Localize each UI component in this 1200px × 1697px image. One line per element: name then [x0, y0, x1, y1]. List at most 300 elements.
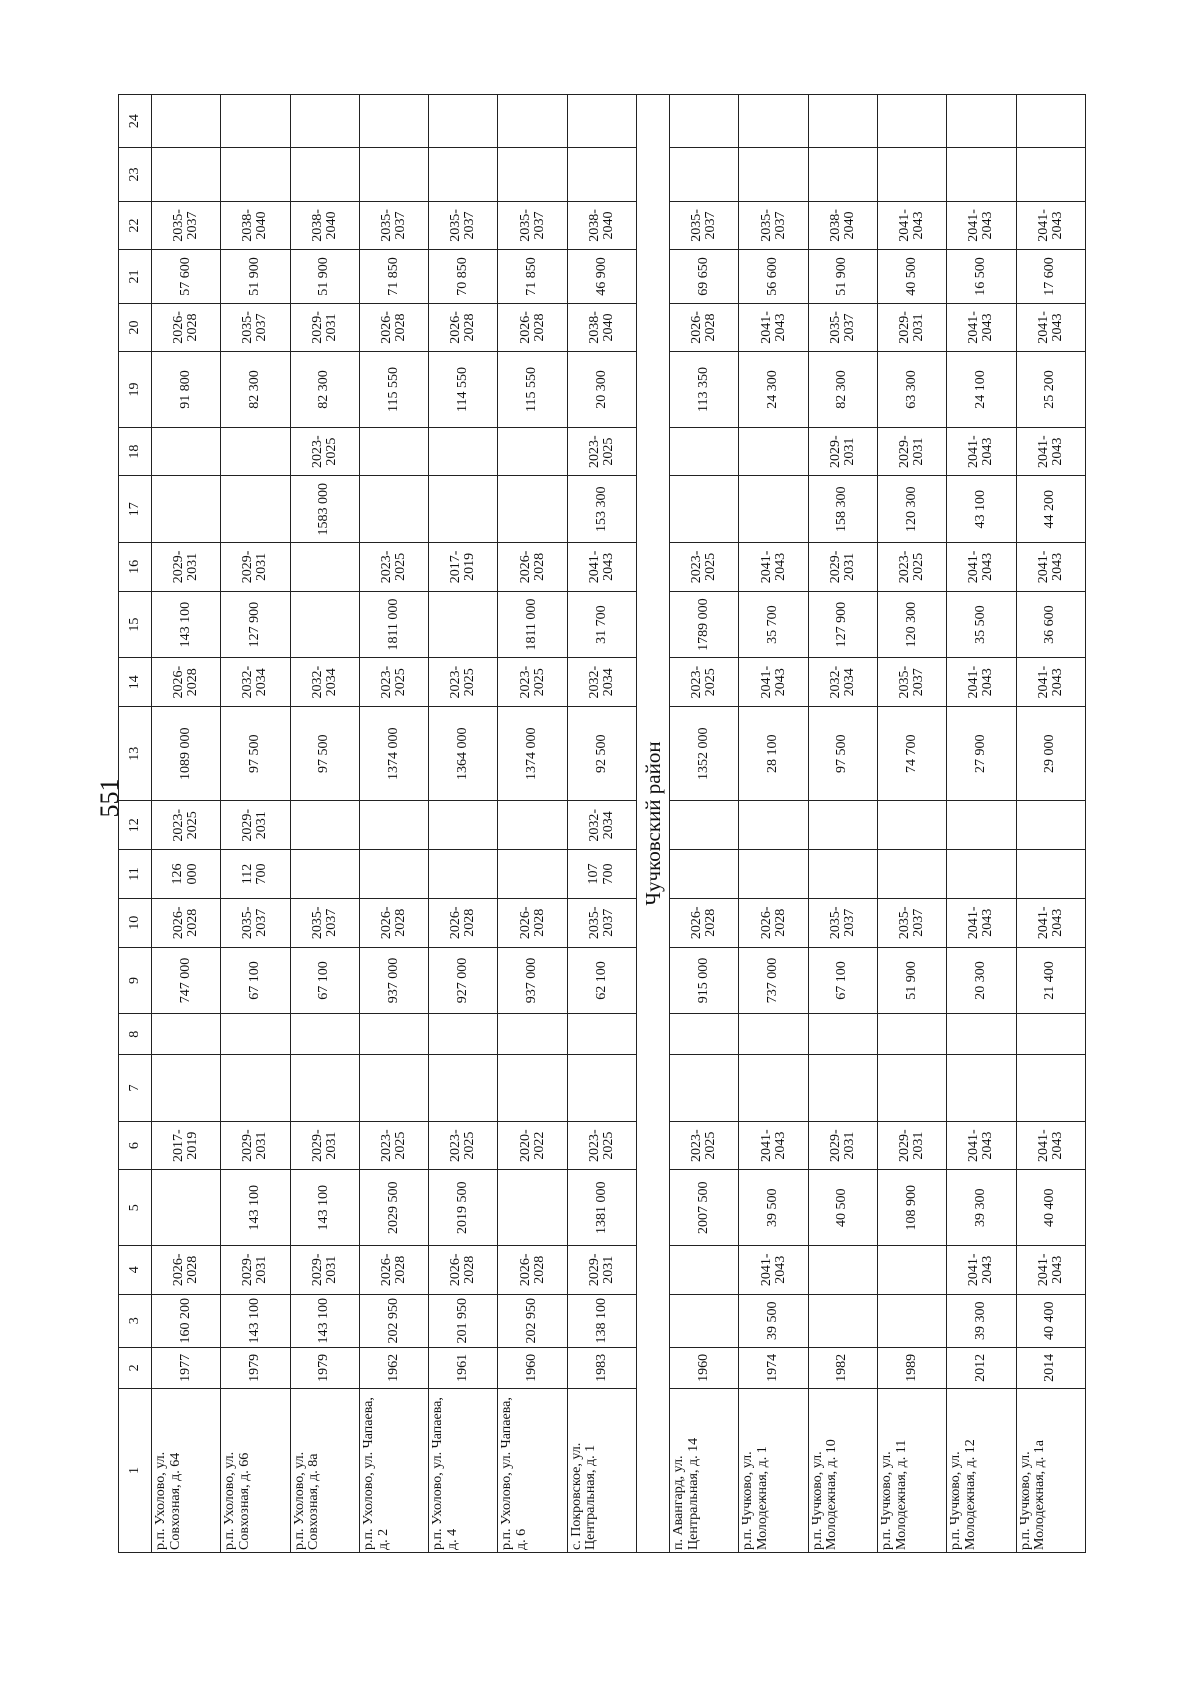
column-number-cell: 15	[119, 591, 152, 658]
value-cell: 16 500	[947, 250, 1016, 303]
value-cell: 1979	[290, 1347, 359, 1388]
value-cell	[290, 543, 359, 592]
year-range-cell: 2026-2028	[429, 1245, 498, 1294]
year-range-cell: 2035-2037	[221, 898, 290, 947]
district-name: Чучковский район	[637, 95, 670, 1553]
column-number-cell: 21	[119, 250, 152, 303]
address-cell: р.п. Ухолово, ул. Чапаева, д. 2	[359, 1388, 428, 1552]
value-cell: 127 900	[221, 591, 290, 658]
address-cell: р.п. Ухолово, ул. Совхозная, д. 8а	[290, 1388, 359, 1552]
year-range-cell: 2029-2031	[808, 1121, 877, 1170]
year-range-cell: 2041-2043	[877, 201, 946, 250]
year-range-cell: 2035-2037	[739, 201, 808, 250]
value-cell	[359, 148, 428, 201]
table-row	[359, 95, 428, 1553]
value-cell: 2019 500	[429, 1170, 498, 1245]
year-range-cell: 2023-2025	[359, 1121, 428, 1170]
year-range-cell: 2032-2034	[567, 801, 636, 850]
table-row	[670, 95, 739, 1553]
value-cell	[670, 1294, 739, 1347]
value-cell	[877, 148, 946, 201]
table-row	[808, 95, 877, 1553]
value-cell: 1982	[808, 1347, 877, 1388]
column-number-cell: 16	[119, 543, 152, 592]
year-range-cell: 2041-2043	[1016, 543, 1085, 592]
value-cell: 71 850	[498, 250, 567, 303]
value-cell	[808, 1014, 877, 1055]
value-cell: 1374 000	[359, 707, 428, 801]
address-cell: р.п. Чучково, ул. Молодежная, д. 10	[808, 1388, 877, 1552]
year-range-cell: 2026-2028	[152, 658, 221, 707]
value-cell	[739, 801, 808, 850]
value-cell: 2007 500	[670, 1170, 739, 1245]
value-cell: 202 950	[359, 1294, 428, 1347]
column-number-cell: 3	[119, 1294, 152, 1347]
value-cell	[877, 1294, 946, 1347]
value-cell: 67 100	[290, 947, 359, 1014]
year-range-cell: 2023-2025	[152, 801, 221, 850]
value-cell	[498, 148, 567, 201]
year-range-cell: 2038-2040	[567, 201, 636, 250]
value-cell: 82 300	[808, 352, 877, 427]
year-range-cell: 2023-2025	[359, 543, 428, 592]
value-cell	[152, 1055, 221, 1122]
address-cell: п. Авангард, ул. Центральная, д. 14	[670, 1388, 739, 1552]
value-cell: 915 000	[670, 947, 739, 1014]
year-range-cell: 2041-2043	[947, 1121, 1016, 1170]
column-number-cell: 5	[119, 1170, 152, 1245]
column-number-cell: 9	[119, 947, 152, 1014]
year-range-cell: 2029-2031	[221, 543, 290, 592]
value-cell: 114 550	[429, 352, 498, 427]
year-range-cell: 2023-2025	[429, 658, 498, 707]
year-range-cell: 2032-2034	[567, 658, 636, 707]
year-range-cell: 2029-2031	[877, 303, 946, 352]
value-cell: 31 700	[567, 591, 636, 658]
value-cell: 127 900	[808, 591, 877, 658]
value-cell	[947, 1055, 1016, 1122]
value-cell	[221, 1055, 290, 1122]
year-range-cell: 2017-2019	[152, 1121, 221, 1170]
value-cell: 51 900	[877, 947, 946, 1014]
value-cell: 115 550	[498, 352, 567, 427]
value-cell: 97 500	[290, 707, 359, 801]
year-range-cell: 2038-2040	[567, 303, 636, 352]
year-range-cell: 2026-2028	[670, 898, 739, 947]
value-cell: 20 300	[567, 352, 636, 427]
value-cell	[498, 1014, 567, 1055]
value-cell: 62 100	[567, 947, 636, 1014]
address-cell: р.п. Ухолово, ул. Совхозная, д. 64	[152, 1388, 221, 1552]
year-range-cell: 2023-2025	[567, 1121, 636, 1170]
value-cell	[670, 95, 739, 148]
year-range-cell: 2023-2025	[290, 427, 359, 476]
value-cell	[221, 148, 290, 201]
table-row	[947, 95, 1016, 1553]
page-number: 551	[95, 778, 124, 818]
value-cell: 39 300	[947, 1294, 1016, 1347]
value-cell: 39 500	[739, 1170, 808, 1245]
value-cell: 17 600	[1016, 250, 1085, 303]
value-cell	[1016, 148, 1085, 201]
year-range-cell: 2023-2025	[567, 427, 636, 476]
year-range-cell: 2026-2028	[498, 543, 567, 592]
year-range-cell: 2026-2028	[498, 898, 567, 947]
value-cell	[1016, 850, 1085, 899]
value-cell: 1374 000	[498, 707, 567, 801]
year-range-cell: 2035-2037	[877, 658, 946, 707]
address-cell: с. Покровское, ул. Центральная, д. 1	[567, 1388, 636, 1552]
value-cell	[359, 1014, 428, 1055]
value-cell: 143 100	[290, 1170, 359, 1245]
year-range-cell: 2026-2028	[359, 898, 428, 947]
column-number-cell: 20	[119, 303, 152, 352]
year-range-cell: 2035-2037	[670, 201, 739, 250]
value-cell: 1364 000	[429, 707, 498, 801]
value-cell: 46 900	[567, 250, 636, 303]
column-number-cell: 4	[119, 1245, 152, 1294]
year-range-cell: 2029-2031	[808, 543, 877, 592]
value-cell	[429, 476, 498, 543]
column-number-cell: 19	[119, 352, 152, 427]
value-cell	[670, 1014, 739, 1055]
year-range-cell: 2038-2040	[290, 201, 359, 250]
address-cell: р.п. Чучково, ул. Молодежная, д. 1	[739, 1388, 808, 1552]
value-cell: 126 000	[152, 850, 221, 899]
value-cell	[739, 850, 808, 899]
value-cell	[290, 801, 359, 850]
value-cell: 1961	[429, 1347, 498, 1388]
column-number-cell: 2	[119, 1347, 152, 1388]
value-cell: 20 300	[947, 947, 1016, 1014]
column-number-cell: 11	[119, 850, 152, 899]
value-cell	[498, 476, 567, 543]
value-cell	[567, 1014, 636, 1055]
value-cell	[290, 148, 359, 201]
year-range-cell: 2038-2040	[221, 201, 290, 250]
table-row	[1016, 95, 1085, 1553]
value-cell: 143 100	[221, 1294, 290, 1347]
year-range-cell: 2029-2031	[221, 1245, 290, 1294]
year-range-cell: 2035-2037	[877, 898, 946, 947]
year-range-cell: 2023-2025	[670, 543, 739, 592]
value-cell	[808, 1245, 877, 1294]
value-cell	[221, 1014, 290, 1055]
value-cell: 737 000	[739, 947, 808, 1014]
value-cell	[670, 1055, 739, 1122]
value-cell: 1989	[877, 1347, 946, 1388]
value-cell: 2029 500	[359, 1170, 428, 1245]
value-cell: 2014	[1016, 1347, 1085, 1388]
value-cell: 153 300	[567, 476, 636, 543]
value-cell	[429, 850, 498, 899]
value-cell	[808, 95, 877, 148]
value-cell	[808, 801, 877, 850]
value-cell	[739, 1055, 808, 1122]
address-cell: р.п. Ухолово, ул. Чапаева, д. 4	[429, 1388, 498, 1552]
value-cell: 112 700	[221, 850, 290, 899]
value-cell: 39 300	[947, 1170, 1016, 1245]
year-range-cell: 2026-2028	[498, 1245, 567, 1294]
value-cell	[877, 1055, 946, 1122]
value-cell	[670, 427, 739, 476]
value-cell: 71 850	[359, 250, 428, 303]
value-cell	[498, 1170, 567, 1245]
year-range-cell: 2041-2043	[739, 543, 808, 592]
value-cell: 138 100	[567, 1294, 636, 1347]
year-range-cell: 2026-2028	[152, 1245, 221, 1294]
value-cell: 44 200	[1016, 476, 1085, 543]
year-range-cell: 2023-2025	[498, 658, 567, 707]
table-row	[498, 95, 567, 1553]
value-cell: 107 700	[567, 850, 636, 899]
year-range-cell: 2041-2043	[739, 1245, 808, 1294]
value-cell	[359, 850, 428, 899]
column-number-cell: 13	[119, 707, 152, 801]
district-row	[637, 95, 670, 1553]
address-cell: р.п. Ухолово, ул. Совхозная, д. 66	[221, 1388, 290, 1552]
value-cell: 97 500	[808, 707, 877, 801]
value-cell	[429, 1055, 498, 1122]
year-range-cell: 2029-2031	[290, 1245, 359, 1294]
table-row	[877, 95, 946, 1553]
value-cell: 39 500	[739, 1294, 808, 1347]
value-cell: 43 100	[947, 476, 1016, 543]
value-cell	[947, 801, 1016, 850]
year-range-cell: 2041-2043	[739, 658, 808, 707]
year-range-cell: 2041-2043	[947, 658, 1016, 707]
address-cell: р.п. Ухолово, ул. Чапаева, д. 6	[498, 1388, 567, 1552]
value-cell: 29 000	[1016, 707, 1085, 801]
value-cell	[947, 1014, 1016, 1055]
value-cell: 70 850	[429, 250, 498, 303]
value-cell: 202 950	[498, 1294, 567, 1347]
value-cell	[498, 850, 567, 899]
value-cell	[152, 1170, 221, 1245]
value-cell	[808, 1294, 877, 1347]
value-cell: 51 900	[808, 250, 877, 303]
year-range-cell: 2041-2043	[1016, 1245, 1085, 1294]
value-cell: 57 600	[152, 250, 221, 303]
value-cell	[1016, 95, 1085, 148]
value-cell	[670, 850, 739, 899]
value-cell	[877, 801, 946, 850]
column-number-cell: 1	[119, 1388, 152, 1552]
value-cell	[498, 1055, 567, 1122]
value-cell	[670, 1245, 739, 1294]
value-cell	[739, 95, 808, 148]
year-range-cell: 2041-2043	[1016, 303, 1085, 352]
value-cell	[498, 801, 567, 850]
value-cell: 1983	[567, 1347, 636, 1388]
year-range-cell: 2041-2043	[739, 1121, 808, 1170]
address-cell: р.п. Чучково, ул. Молодежная, д. 11	[877, 1388, 946, 1552]
year-range-cell: 2035-2037	[567, 898, 636, 947]
value-cell: 120 300	[877, 476, 946, 543]
value-cell: 1960	[670, 1347, 739, 1388]
value-cell	[290, 95, 359, 148]
value-cell: 143 100	[221, 1170, 290, 1245]
year-range-cell: 2029-2031	[221, 1121, 290, 1170]
value-cell: 74 700	[877, 707, 946, 801]
year-range-cell: 2041-2043	[947, 543, 1016, 592]
value-cell	[670, 476, 739, 543]
year-range-cell: 2026-2028	[739, 898, 808, 947]
value-cell: 1583 000	[290, 476, 359, 543]
year-range-cell: 2026-2028	[670, 303, 739, 352]
value-cell	[429, 591, 498, 658]
year-range-cell: 2029-2031	[567, 1245, 636, 1294]
value-cell	[1016, 1014, 1085, 1055]
column-number-cell: 12	[119, 801, 152, 850]
year-range-cell: 2041-2043	[947, 1245, 1016, 1294]
value-cell	[739, 476, 808, 543]
value-cell: 21 400	[1016, 947, 1085, 1014]
value-cell: 158 300	[808, 476, 877, 543]
value-cell: 82 300	[290, 352, 359, 427]
year-range-cell: 2026-2028	[359, 1245, 428, 1294]
table-row	[567, 95, 636, 1553]
value-cell: 1089 000	[152, 707, 221, 801]
value-cell	[152, 476, 221, 543]
year-range-cell: 2041-2043	[1016, 1121, 1085, 1170]
value-cell: 40 500	[877, 250, 946, 303]
value-cell	[877, 1245, 946, 1294]
value-cell: 24 300	[739, 352, 808, 427]
value-cell: 91 800	[152, 352, 221, 427]
year-range-cell: 2032-2034	[290, 658, 359, 707]
value-cell	[359, 801, 428, 850]
value-cell: 937 000	[498, 947, 567, 1014]
year-range-cell: 2035-2037	[152, 201, 221, 250]
value-cell: 2012	[947, 1347, 1016, 1388]
year-range-cell: 2026-2028	[359, 303, 428, 352]
value-cell	[290, 1055, 359, 1122]
year-range-cell: 2026-2028	[152, 303, 221, 352]
year-range-cell: 2029-2031	[808, 427, 877, 476]
value-cell	[429, 427, 498, 476]
value-cell	[877, 850, 946, 899]
value-cell	[1016, 801, 1085, 850]
value-cell	[152, 1014, 221, 1055]
value-cell	[1016, 1055, 1085, 1122]
year-range-cell: 2035-2037	[359, 201, 428, 250]
column-number-cell: 7	[119, 1055, 152, 1122]
year-range-cell: 2035-2037	[221, 303, 290, 352]
year-range-cell: 2041-2043	[1016, 658, 1085, 707]
value-cell	[877, 1014, 946, 1055]
table-row	[221, 95, 290, 1553]
value-cell	[567, 1055, 636, 1122]
year-range-cell: 2035-2037	[808, 898, 877, 947]
value-cell: 937 000	[359, 947, 428, 1014]
value-cell	[808, 1055, 877, 1122]
value-cell: 113 350	[670, 352, 739, 427]
year-range-cell: 2017-2019	[429, 543, 498, 592]
table-row	[739, 95, 808, 1553]
value-cell	[152, 95, 221, 148]
year-range-cell: 2032-2034	[221, 658, 290, 707]
value-cell: 28 100	[739, 707, 808, 801]
year-range-cell: 2026-2028	[498, 303, 567, 352]
value-cell	[498, 95, 567, 148]
column-number-row	[119, 95, 152, 1553]
year-range-cell: 2023-2025	[877, 543, 946, 592]
column-number-cell: 18	[119, 427, 152, 476]
value-cell	[290, 850, 359, 899]
column-number-cell: 8	[119, 1014, 152, 1055]
column-number-cell: 17	[119, 476, 152, 543]
value-cell	[808, 850, 877, 899]
value-cell: 67 100	[808, 947, 877, 1014]
value-cell	[739, 148, 808, 201]
year-range-cell: 2041-2043	[567, 543, 636, 592]
value-cell	[739, 427, 808, 476]
year-range-cell: 2041-2043	[947, 201, 1016, 250]
value-cell	[808, 148, 877, 201]
year-range-cell: 2023-2025	[359, 658, 428, 707]
year-range-cell: 2041-2043	[1016, 201, 1085, 250]
year-range-cell: 2041-2043	[1016, 427, 1085, 476]
value-cell	[290, 591, 359, 658]
value-cell: 25 200	[1016, 352, 1085, 427]
year-range-cell: 2026-2028	[429, 303, 498, 352]
year-range-cell: 2035-2037	[290, 898, 359, 947]
address-cell: р.п. Чучково, ул. Молодежная, д. 12	[947, 1388, 1016, 1552]
value-cell: 67 100	[221, 947, 290, 1014]
value-cell: 120 300	[877, 591, 946, 658]
column-number-cell: 23	[119, 148, 152, 201]
value-cell: 35 700	[739, 591, 808, 658]
table-row	[429, 95, 498, 1553]
value-cell	[221, 427, 290, 476]
year-range-cell: 2035-2037	[498, 201, 567, 250]
year-range-cell: 2041-2043	[947, 427, 1016, 476]
value-cell	[359, 95, 428, 148]
column-number-cell: 6	[119, 1121, 152, 1170]
value-cell	[947, 850, 1016, 899]
year-range-cell: 2029-2031	[290, 303, 359, 352]
year-range-cell: 2029-2031	[877, 1121, 946, 1170]
value-cell: 35 500	[947, 591, 1016, 658]
address-cell: р.п. Чучково, ул. Молодежная, д. 1а	[1016, 1388, 1085, 1552]
column-number-cell: 10	[119, 898, 152, 947]
value-cell: 1977	[152, 1347, 221, 1388]
value-cell: 1811 000	[359, 591, 428, 658]
value-cell: 1979	[221, 1347, 290, 1388]
year-range-cell: 2038-2040	[808, 201, 877, 250]
value-cell: 40 500	[808, 1170, 877, 1245]
value-cell	[152, 427, 221, 476]
value-cell	[739, 1014, 808, 1055]
year-range-cell: 2026-2028	[152, 898, 221, 947]
value-cell: 40 400	[1016, 1294, 1085, 1347]
rotated-table-wrapper	[118, 94, 1086, 1553]
value-cell: 1811 000	[498, 591, 567, 658]
year-range-cell: 2029-2031	[877, 427, 946, 476]
year-range-cell: 2023-2025	[429, 1121, 498, 1170]
value-cell	[567, 148, 636, 201]
value-cell	[429, 801, 498, 850]
value-cell: 92 500	[567, 707, 636, 801]
value-cell: 36 600	[1016, 591, 1085, 658]
value-cell: 201 950	[429, 1294, 498, 1347]
value-cell: 27 900	[947, 707, 1016, 801]
year-range-cell: 2023-2025	[670, 1121, 739, 1170]
value-cell	[429, 95, 498, 148]
value-cell: 1381 000	[567, 1170, 636, 1245]
year-range-cell: 2032-2034	[808, 658, 877, 707]
